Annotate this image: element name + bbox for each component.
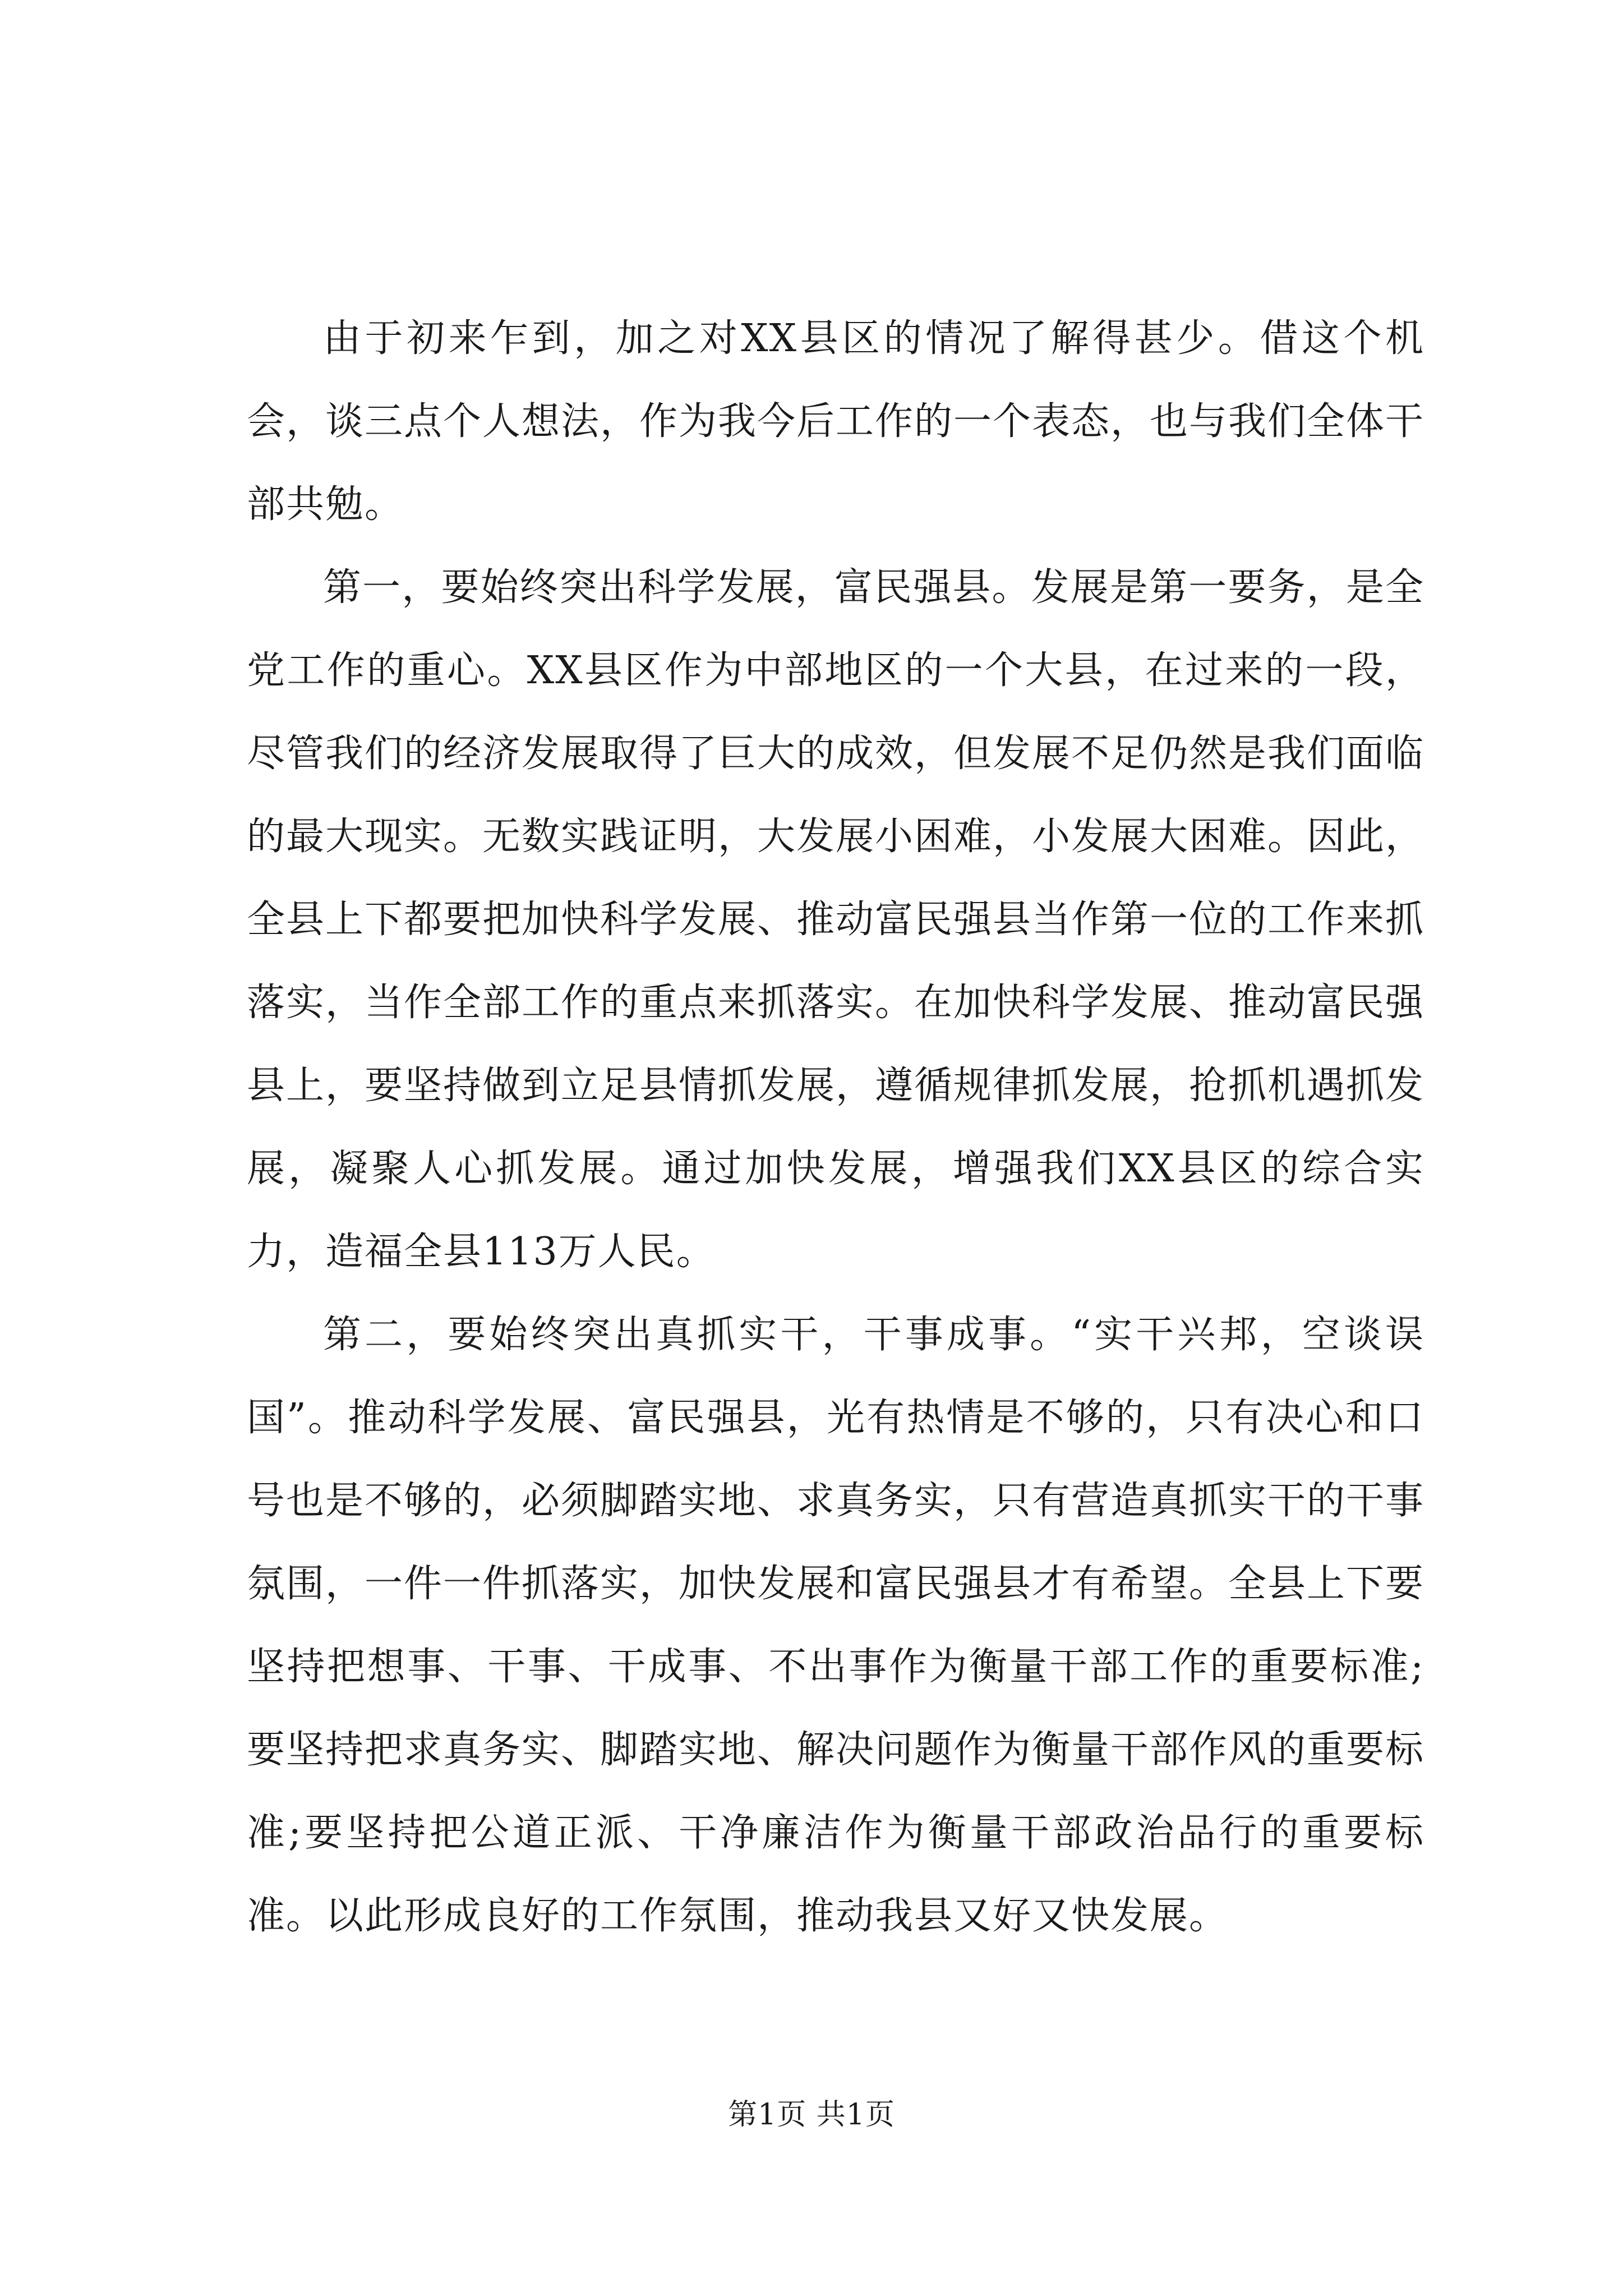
- paragraph-1: 由于初来乍到，加之对XX县区的情况了解得甚少。借这个机会，谈三点个人想法，作为我今后工作的一个表态，也与我们全体干部共勉。: [247, 316, 1425, 527]
- document-body: [247, 297, 1424, 1958]
- paragraph-3: 第二，要始终突出真抓实干，干事成事。“实干兴邦，空谈误国”。推动科学发展、富民强县，光有热情是不够的，只有决心和口号也是不够的，必须脚踏实地、求真务实，只有营造真抓实干的干事氛围，一件一件抓落实，加快发展和富民强县才有希望。全县上下要坚持把想事、干事、干成事、不出事作为衡量干部工作的重要标准;要坚持把求真务实、脚踏实地、解决问题作为衡量干部作风的重要标准;要坚持把公道正派、干净廉洁作为衡量干部政治品行的重要标准。以此形成良好的工作氛围，推动我县又好又快发展。: [247, 1313, 1425, 1938]
- page-footer: 第1页 共1页: [728, 2098, 895, 2132]
- paragraph-2: 第一，要始终突出科学发展，富民强县。发展是第一要务，是全党工作的重心。XX县区作为中部地区的一个大县，在过来的一段，尽管我们的经济发展取得了巨大的成效，但发展不足仍然是我们面临的最大现实。无数实践证明，大发展小困难，小发展大困难。因此，全县上下都要把加快科学发展、推动富民强县当作第一位的工作来抓落实，当作全部工作的重点来抓落实。在加快科学发展、推动富民强县上，要坚持做到立足县情抓发展，遵循规律抓发展，抢抓机遇抓发展，凝聚人心抓发展。通过加快发展，增强我们XX县区的综合实力，造福全县113万人民。: [247, 565, 1425, 1274]
